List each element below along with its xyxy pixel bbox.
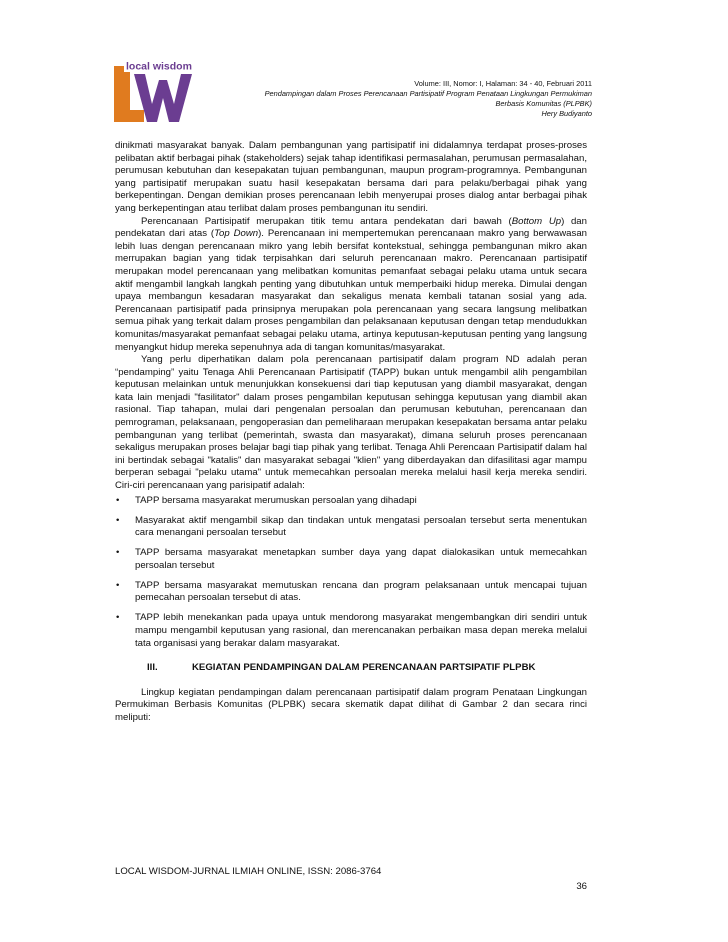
running-header bbox=[112, 79, 592, 119]
bullet-icon: • bbox=[116, 514, 120, 526]
article-title-line-1: Pendampingan dalam Proses Perencanaan Partisipatif Program Penataan Lingkungan Permukiman bbox=[264, 89, 592, 98]
page-number: 36 bbox=[576, 881, 587, 892]
emphasis-bottom-up: Bottom Up bbox=[511, 215, 562, 227]
article-body bbox=[115, 140, 587, 725]
section-number: III. bbox=[147, 662, 158, 674]
paragraph-3: Yang perlu diperhatikan dalam pola perencanaan partisipatif dalam program ND adalah peran “pendamping” yaitu Tenaga Ahli Perencanaan Partisipatif (TAPP) bukan untuk mengambil alih pengambilan keputusan melainkan untuk menunjukkan konsekuensi dari tiap keputusan yang diambil masyarakat, dengan kata lain menjadi "fasilitator" dalam proses pengambilan keputusan sehingga keputusan yang diambil akan rasional. Tiap tahapan, mulai dari pengenalan persoalan dan perumusan kebutuhan, perencanaan dan pemrograman, pelaksanaan, pengoperasian dan pemeliharaan merupakan kesepakatan bersama antar pelaku pembangunan yang terlibat (pemerintah, swasta dan masyarakat), dimana seluruh proses perencanaan sekaligus merupakan proses belajar bagi tiap pihak yang terlibat. Tenaga Ahli Perencaan Partisipatif dalam hal ini bertindak sebagai "katalis" dan masyarakat sebagai "klien" yang diberdayakan dan difasilitasi agar mampu berperan sebagai "pelaku utama" untuk memecahkan persoalan mereka melalui hasil kerja mereka sendiri. Ciri-ciri perencanaan yang parisipatif adalah: bbox=[115, 354, 587, 492]
list-item: • Masyarakat aktif mengambil sikap dan tindakan untuk mengatasi persoalan tersebut serta menentukan cara menangani persoalan tersebut bbox=[116, 514, 587, 539]
paragraph-1: dinikmati masyarakat banyak. Dalam pembangunan yang partisipatif ini didalamnya terdapat proses-proses pelibatan aktif berbagai pihak (stakeholders) sejak tahap identifikasi permasalahan, perumusan permasalahan, perumusan kebutuhan dan kesepakatan tujuan pembangunan, maupun program-programnya. Pembangunan yang partisipatif merupakan suatu hasil kesepakatan bersama dari para pelaku/berbagai pihak yang berkepentingan. Dengan demikian proses perencanaan lebih menyerupai proses dialog antar berbagai pihak yang berkepentingan atau terlibat dalam proses pembangunan itu sendiri. bbox=[115, 140, 587, 214]
list-item: • TAPP bersama masyarakat merumuskan persoalan yang dihadapi bbox=[116, 494, 417, 506]
section-heading bbox=[115, 662, 587, 675]
list-item: • TAPP bersama masyarakat menetapkan sumber daya yang dapat dialokasikan untuk memecahkan persoalan tersebut bbox=[116, 547, 587, 571]
list-item: • TAPP lebih menekankan pada upaya untuk mendorong masyarakat mengembangkan diri sendiri untuk mampu mengambil keputusan yang rasional, dan merencanakan perbaikan masa depan mereka melalui tata organisasi yang berakar dalam masyarakat. bbox=[116, 612, 587, 649]
emphasis-top-down: Top Down bbox=[214, 228, 259, 240]
bullet-icon: • bbox=[116, 579, 120, 591]
bullet-icon: • bbox=[116, 494, 120, 506]
logo-text: local wisdom bbox=[126, 60, 192, 73]
article-title-line-2: Berbasis Komunitas (PLPBK) bbox=[495, 99, 592, 108]
bullet-icon: • bbox=[116, 547, 120, 559]
paragraph-4: Lingkup kegiatan pendampingan dalam perencanaan partisipatif dalam program Penataan Lingkungan Permukiman Berbasis Komunitas (PLPBK) secara skematik dapat dilihat di Gambar 2 dan secara rinci meliputi: bbox=[115, 686, 587, 723]
volume-line: Volume: III, Nomor: I, Halaman: 34 - 40, Februari 2011 bbox=[414, 79, 592, 88]
article-author: Hery Budiyanto bbox=[541, 109, 592, 118]
journal-footer: LOCAL WISDOM-JURNAL ILMIAH ONLINE, ISSN: 2086-3764 bbox=[115, 866, 382, 877]
section-title: KEGIATAN PENDAMPINGAN DALAM PERENCANAAN PARTSIPATIF PLPBK bbox=[192, 662, 536, 674]
paragraph-2: Perencanaan Partisipatif merupakan titik temu antara pendekatan dari bawah (Bottom Up) dan pendekatan dari atas (Top Down). Perencanaan ini mempertemukan perencanaan makro yang berwawasan lebih luas dengan perencanaan mikro yang lebih bersifat kontekstual, sehingga pembangunan mikro akan merrupakan bagian yang tidak terpisahkan dari seluruh perencanaan makro. Perencanaan partisipatif merupakan model perencanaan yang melibatkan komunitas pemanfaat sebagai pelaku utama untuk secara aktif mengambil langkah langkah penting yang dibutuhkan untuk memperbaiki hidup mereka. Dimulai dengan upaya membangun kesadaran masyarakat dan sekaligus menata kembali tatanan sosial yang ada. Perencanaan partisipatif pada prinsipnya merupakan pola perencanaan yang secara langsung melibatkan semua pihak yang terkait dalam proses pengambilan dan pelaksanaan keputusan dengan tetap mendudukkan komunitas/masyarakat pemanfaat sebagai pelaku utama, artinya keputusan-keputusan penting yang langsung menyangkut hidup mereka sepenuhnya ada di tangan komunitas/masyarakat. bbox=[115, 215, 587, 353]
characteristics-list bbox=[115, 495, 587, 651]
bullet-icon: • bbox=[116, 612, 120, 624]
list-item: • TAPP bersama masyarakat memutuskan rencana dan program pelaksanaan untuk mencapai tujuan pemecahan persoalan tersebut di atas. bbox=[116, 579, 587, 604]
